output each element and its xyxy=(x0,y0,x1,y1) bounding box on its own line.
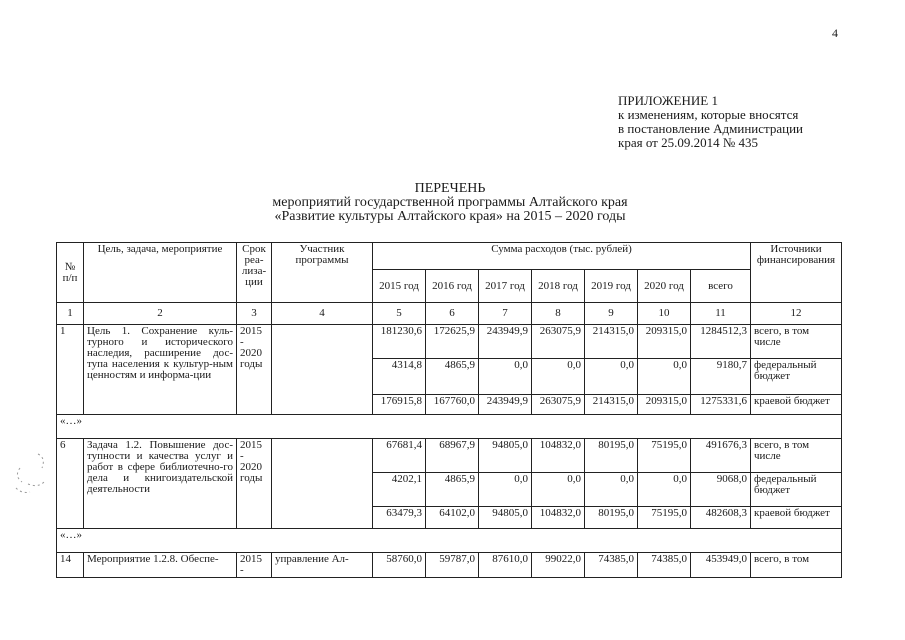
goal-text: Цель 1. Сохранение куль-турного и исторического наследия, расширение дос-тупа населения к культур-ным ценностям и информа-ции xyxy=(84,325,237,415)
header-year: 2016 год xyxy=(426,270,479,303)
col-number: 9 xyxy=(585,303,638,325)
omission-mark: «…» xyxy=(57,415,842,439)
source-cell: всего, в том числе xyxy=(751,439,842,473)
value-cell: 94805,0 xyxy=(479,507,532,529)
value-cell: 64102,0 xyxy=(426,507,479,529)
value-cell: 172625,9 xyxy=(426,325,479,359)
value-cell: 181230,6 xyxy=(373,325,426,359)
value-cell: 87610,0 xyxy=(479,553,532,578)
value-cell: 0,0 xyxy=(479,359,532,395)
header-total: всего xyxy=(691,270,751,303)
value-cell: 214315,0 xyxy=(585,325,638,359)
value-cell: 209315,0 xyxy=(638,395,691,415)
header-year: 2017 год xyxy=(479,270,532,303)
source-cell: краевой бюджет xyxy=(751,507,842,529)
header-year: 2020 год xyxy=(638,270,691,303)
value-cell: 58760,0 xyxy=(373,553,426,578)
value-cell: 4865,9 xyxy=(426,473,479,507)
col-number: 7 xyxy=(479,303,532,325)
source-cell: федеральный бюджет xyxy=(751,473,842,507)
header-goal: Цель, задача, мероприятие xyxy=(84,243,237,303)
value-cell: 243949,9 xyxy=(479,395,532,415)
value-cell: 0,0 xyxy=(638,359,691,395)
source-cell: всего, в том xyxy=(751,553,842,578)
value-cell: 263075,9 xyxy=(532,395,585,415)
page-number: 4 xyxy=(832,26,838,40)
header-participant: Участник программы xyxy=(272,243,373,303)
row-number: 1 xyxy=(57,325,84,415)
omission-row xyxy=(57,529,842,553)
measures-table xyxy=(56,242,842,578)
source-cell: краевой бюджет xyxy=(751,395,842,415)
value-cell: 104832,0 xyxy=(532,507,585,529)
row-number: 6 xyxy=(57,439,84,529)
value-cell: 4202,1 xyxy=(373,473,426,507)
value-cell: 59787,0 xyxy=(426,553,479,578)
col-number: 4 xyxy=(272,303,373,325)
col-number: 2 xyxy=(84,303,237,325)
value-cell: 80195,0 xyxy=(585,507,638,529)
value-cell: 176915,8 xyxy=(373,395,426,415)
value-cell: 491676,3 xyxy=(691,439,751,473)
term-text: 2015 - xyxy=(237,553,272,578)
participant-text: управление Ал- xyxy=(272,553,373,578)
value-cell: 1284512,3 xyxy=(691,325,751,359)
header-sum: Сумма расходов (тыс. рублей) xyxy=(373,243,751,270)
term-text: 2015 - 2020 годы xyxy=(237,325,272,415)
value-cell: 0,0 xyxy=(532,359,585,395)
value-cell: 0,0 xyxy=(479,473,532,507)
value-cell: 99022,0 xyxy=(532,553,585,578)
value-cell: 67681,4 xyxy=(373,439,426,473)
col-number: 10 xyxy=(638,303,691,325)
value-cell: 167760,0 xyxy=(426,395,479,415)
col-number: 8 xyxy=(532,303,585,325)
omission-mark: «…» xyxy=(57,529,842,553)
omission-row xyxy=(57,415,842,439)
column-numbers-row xyxy=(57,303,842,325)
value-cell: 4314,8 xyxy=(373,359,426,395)
value-cell: 104832,0 xyxy=(532,439,585,473)
value-cell: 243949,9 xyxy=(479,325,532,359)
source-cell: федеральный бюджет xyxy=(751,359,842,395)
col-number: 11 xyxy=(691,303,751,325)
participant-text xyxy=(272,325,373,415)
value-cell: 0,0 xyxy=(585,473,638,507)
header-year: 2019 год xyxy=(585,270,638,303)
header-row xyxy=(57,243,842,270)
col-number: 3 xyxy=(237,303,272,325)
term-text: 2015 - 2020 годы xyxy=(237,439,272,529)
table-row xyxy=(57,553,842,578)
table-row xyxy=(57,325,842,359)
row-number: 14 xyxy=(57,553,84,578)
table-row xyxy=(57,439,842,473)
appendix-title: ПРИЛОЖЕНИЕ 1 xyxy=(618,93,718,108)
value-cell: 94805,0 xyxy=(479,439,532,473)
document-subtitle: «Развитие культуры Алтайского края» на 2015 – 2020 годы xyxy=(274,209,626,224)
value-cell: 482608,3 xyxy=(691,507,751,529)
header-sources: Источники финансирования xyxy=(751,243,842,303)
document-heading xyxy=(200,182,700,224)
document-title: ПЕРЕЧЕНЬ xyxy=(414,181,486,196)
value-cell: 9180,7 xyxy=(691,359,751,395)
value-cell: 1275331,6 xyxy=(691,395,751,415)
value-cell: 209315,0 xyxy=(638,325,691,359)
value-cell: 0,0 xyxy=(585,359,638,395)
value-cell: 74385,0 xyxy=(638,553,691,578)
value-cell: 75195,0 xyxy=(638,507,691,529)
participant-text xyxy=(272,439,373,529)
value-cell: 74385,0 xyxy=(585,553,638,578)
source-cell: всего, в том числе xyxy=(751,325,842,359)
value-cell: 75195,0 xyxy=(638,439,691,473)
appendix-line: края от 25.09.2014 № 435 xyxy=(618,135,758,150)
value-cell: 4865,9 xyxy=(426,359,479,395)
appendix-note xyxy=(618,94,803,150)
header-term: Срок реа-лиза-ции xyxy=(237,243,272,303)
col-number: 6 xyxy=(426,303,479,325)
goal-text: Задача 1.2. Повышение дос-тупности и качества услуг и работ в сфере библиотечно-го дела и книгоиздательской деятельности xyxy=(84,439,237,529)
value-cell: 214315,0 xyxy=(585,395,638,415)
goal-text: Мероприятие 1.2.8. Обеспе- xyxy=(84,553,237,578)
document-subtitle: мероприятий государственной программы Алтайского края xyxy=(272,195,628,210)
value-cell: 263075,9 xyxy=(532,325,585,359)
value-cell: 68967,9 xyxy=(426,439,479,473)
value-cell: 0,0 xyxy=(638,473,691,507)
col-number: 1 xyxy=(57,303,84,325)
appendix-line: к изменениям, которые вносятся xyxy=(618,107,799,122)
header-year: 2015 год xyxy=(373,270,426,303)
value-cell: 453949,0 xyxy=(691,553,751,578)
col-number: 12 xyxy=(751,303,842,325)
value-cell: 9068,0 xyxy=(691,473,751,507)
col-number: 5 xyxy=(373,303,426,325)
value-cell: 63479,3 xyxy=(373,507,426,529)
value-cell: 0,0 xyxy=(532,473,585,507)
header-num: № п/п xyxy=(57,243,84,303)
scan-marks xyxy=(8,448,54,498)
header-year: 2018 год xyxy=(532,270,585,303)
appendix-line: в постановление Администрации xyxy=(618,121,804,136)
value-cell: 80195,0 xyxy=(585,439,638,473)
